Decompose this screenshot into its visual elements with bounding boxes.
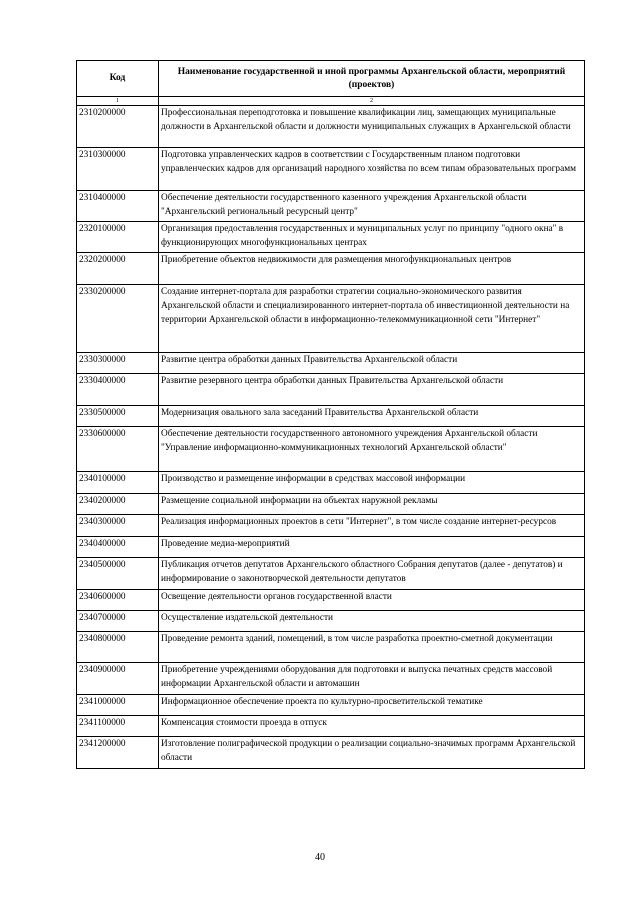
row-code: 2310400000 (77, 191, 159, 222)
table-row (77, 191, 585, 222)
row-name: Организация предоставления государственных и муниципальных услуг по принципу "одного окна" в функционирующих многофункциональных центрах (159, 222, 585, 253)
row-name: Освещение деятельности органов государственной власти (159, 590, 585, 611)
row-code: 2320100000 (77, 222, 159, 253)
table-row (77, 148, 585, 191)
table-row (77, 695, 585, 716)
row-code: 2340200000 (77, 494, 159, 515)
row-code: 2330500000 (77, 406, 159, 427)
row-code: 2330300000 (77, 353, 159, 374)
table-row (77, 611, 585, 632)
row-name: Подготовка управленческих кадров в соответствии с Государственным планом подготовки управленческих кадров для организаций народного хозяйства по всем типам образовательных программ (159, 148, 585, 191)
table-row (77, 285, 585, 353)
table-row (77, 406, 585, 427)
row-name: Обеспечение деятельности государственного казенного учреждения Архангельской области "Архангельский региональный ресурсный центр" (159, 191, 585, 222)
row-code: 2330400000 (77, 374, 159, 406)
table-row (77, 632, 585, 663)
row-code: 2340700000 (77, 611, 159, 632)
table-row (77, 472, 585, 494)
table-row (77, 558, 585, 590)
row-name: Приобретение объектов недвижимости для размещения многофункциональных центров (159, 253, 585, 285)
row-name: Публикация отчетов депутатов Архангельского областного Собрания депутатов (далее - депутатов) и информирование о законотворческой деятельности депутатов (159, 558, 585, 590)
row-name: Профессиональная переподготовка и повышение квалификации лиц, замещающих муниципальные должности в Архангельской области и должности муниципальных служащих в Архангельской области (159, 106, 585, 148)
table-row (77, 222, 585, 253)
row-code: 2340900000 (77, 663, 159, 695)
row-name: Развитие резервного центра обработки данных Правительства Архангельской области (159, 374, 585, 406)
table-row (77, 427, 585, 472)
column-number-2: 2 (159, 97, 585, 106)
row-name: Проведение ремонта зданий, помещений, в том числе разработка проектно-сметной документации (159, 632, 585, 663)
table-row (77, 590, 585, 611)
row-code: 2340800000 (77, 632, 159, 663)
row-code: 2330600000 (77, 427, 159, 472)
row-code: 2341200000 (77, 737, 159, 769)
row-name: Реализация информационных проектов в сети "Интернет", в том числе создание интернет-ресурсов (159, 515, 585, 537)
table-row (77, 353, 585, 374)
row-name: Проведение медиа-мероприятий (159, 537, 585, 558)
header-row (77, 61, 585, 97)
column-number-1: 1 (77, 97, 159, 106)
row-code: 2340400000 (77, 537, 159, 558)
row-code: 2310300000 (77, 148, 159, 191)
row-code: 2340500000 (77, 558, 159, 590)
row-code: 2340100000 (77, 472, 159, 494)
row-name: Обеспечение деятельности государственного автономного учреждения Архангельской области "Управление информационно-коммуникационных технологий Архангельской области" (159, 427, 585, 472)
table-row (77, 374, 585, 406)
row-name: Компенсация стоимости проезда в отпуск (159, 716, 585, 737)
header-code: Код (77, 61, 159, 97)
row-code: 2320200000 (77, 253, 159, 285)
header-name: Наименование государственной и иной программы Архангельской области, мероприятий (проектов) (159, 61, 585, 97)
table-row (77, 494, 585, 515)
column-number-row (77, 97, 585, 106)
row-name: Развитие центра обработки данных Правительства Архангельской области (159, 353, 585, 374)
table-row (77, 515, 585, 537)
table-row (77, 253, 585, 285)
table-row (77, 737, 585, 769)
program-codes-table (76, 60, 585, 769)
row-name: Размещение социальной информации на объектах наружной рекламы (159, 494, 585, 515)
row-code: 2341100000 (77, 716, 159, 737)
row-name: Модернизация овального зала заседаний Правительства Архангельской области (159, 406, 585, 427)
table-row (77, 663, 585, 695)
row-name: Осуществление издательской деятельности (159, 611, 585, 632)
page-number: 40 (315, 852, 325, 863)
row-code: 2340600000 (77, 590, 159, 611)
row-name: Информационное обеспечение проекта по культурно-просветительской тематике (159, 695, 585, 716)
row-code: 2340300000 (77, 515, 159, 537)
table-row (77, 106, 585, 148)
table-row (77, 537, 585, 558)
row-code: 2330200000 (77, 285, 159, 353)
table-row (77, 716, 585, 737)
row-name: Производство и размещение информации в средствах массовой информации (159, 472, 585, 494)
row-name: Создание интернет-портала для разработки стратегии социально-экономического развития Архангельской области и специализированного интернет-портала об инвестиционной деятельности на территории Архангельской области в информационно-телекоммуникационной сети "Интернет" (159, 285, 585, 353)
row-name: Приобретение учреждениями оборудования для подготовки и выпуска печатных средств массовой информации Архангельской области и автомашин (159, 663, 585, 695)
row-code: 2341000000 (77, 695, 159, 716)
row-name: Изготовление полиграфической продукции о реализации социально-значимых программ Архангельской области (159, 737, 585, 769)
row-code: 2310200000 (77, 106, 159, 148)
